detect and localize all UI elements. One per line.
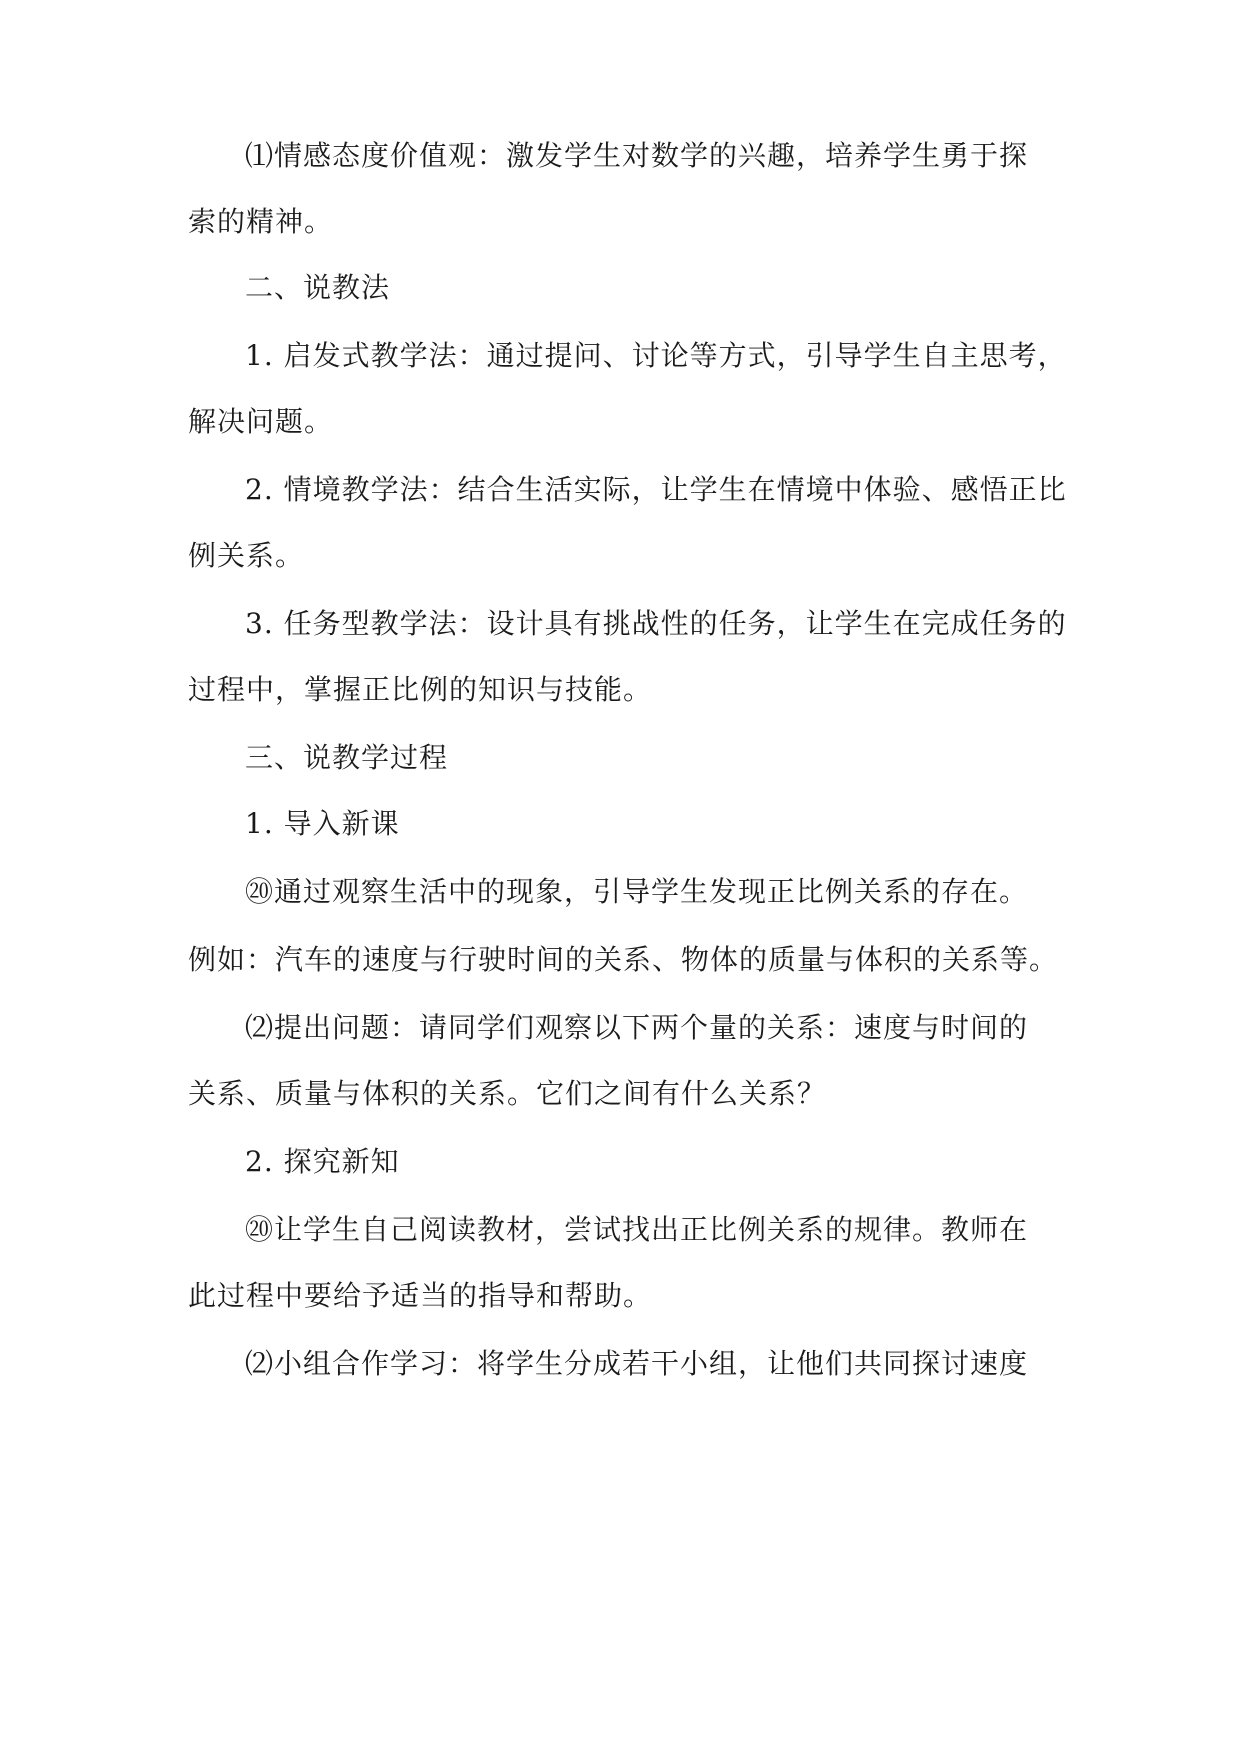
paragraph-line: ⑵提出问题：请同学们观察以下两个量的关系：速度与时间的 (245, 1011, 1029, 1044)
subsection-heading: 2. 探究新知 (245, 1145, 400, 1178)
paragraph-line: 解决问题。 (188, 405, 334, 438)
subsection-heading: 1. 导入新课 (245, 807, 400, 840)
paragraph-line: 关系、质量与体积的关系。它们之间有什么关系？ (188, 1077, 827, 1110)
paragraph-line: ⑴情感态度价值观：激发学生对数学的兴趣，培养学生勇于探 (245, 139, 1029, 172)
paragraph-line: ⑳通过观察生活中的现象，引导学生发现正比例关系的存在。 (245, 875, 1029, 908)
paragraph-line: 索的精神。 (188, 205, 334, 238)
section-heading: 三、说教学过程 (245, 741, 449, 774)
paragraph-line: 例关系。 (188, 539, 305, 572)
paragraph-line: ⑵小组合作学习：将学生分成若干小组，让他们共同探讨速度 (245, 1347, 1029, 1380)
paragraph-line: 1. 启发式教学法：通过提问、讨论等方式，引导学生自主思考， (245, 339, 1067, 372)
paragraph-line: ⑳让学生自己阅读教材，尝试找出正比例关系的规律。教师在 (245, 1213, 1029, 1246)
section-heading: 二、说教法 (245, 271, 391, 304)
paragraph-line: 2. 情境教学法：结合生活实际，让学生在情境中体验、感悟正比 (245, 473, 1067, 506)
paragraph-line: 过程中，掌握正比例的知识与技能。 (188, 673, 653, 706)
paragraph-line: 此过程中要给予适当的指导和帮助。 (188, 1279, 653, 1312)
paragraph-line: 例如：汽车的速度与行驶时间的关系、物体的质量与体积的关系等。 (188, 943, 1059, 976)
paragraph-line: 3. 任务型教学法：设计具有挑战性的任务，让学生在完成任务的 (245, 607, 1067, 640)
